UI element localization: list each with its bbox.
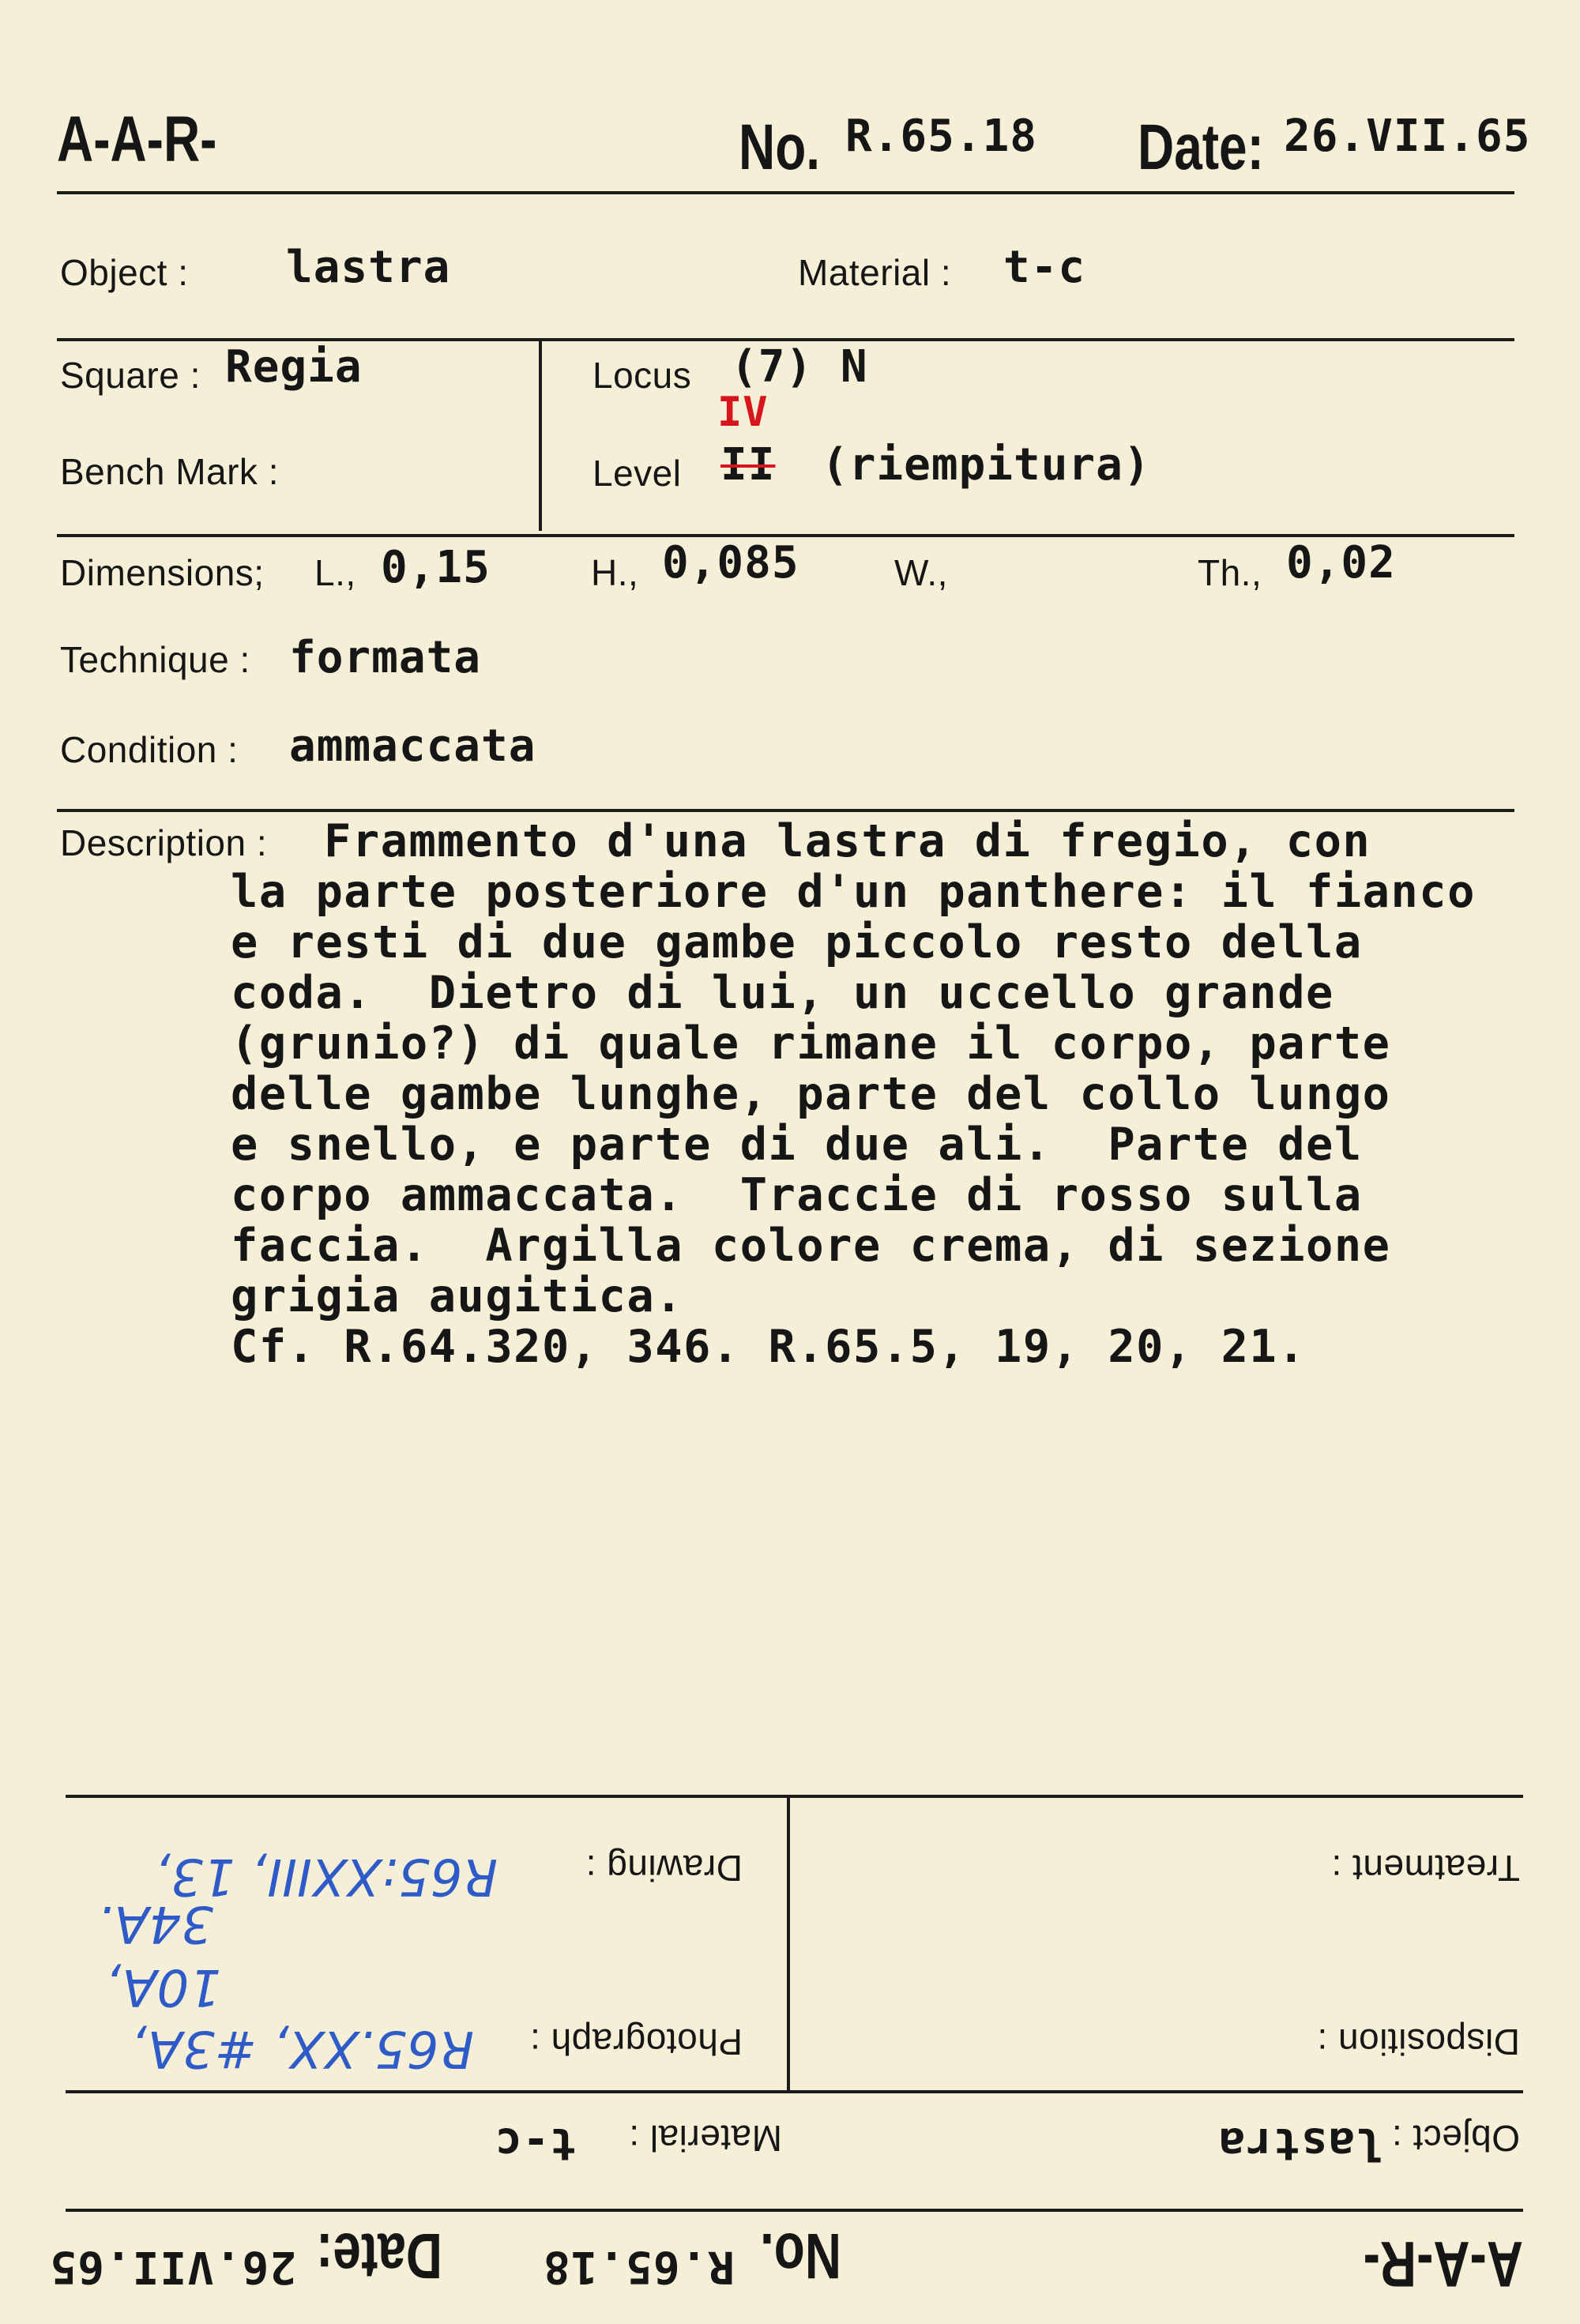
- technique-value: formata: [289, 632, 482, 683]
- level-note: (riempitura): [822, 439, 1151, 491]
- description-line: delle gambe lunghe, parte del collo lungo: [231, 1068, 1391, 1120]
- treatment-label: Treatment :: [1331, 1848, 1520, 1889]
- lower-institution-code: A-A-R-: [1363, 2228, 1523, 2300]
- thickness-label: Th.,: [1198, 552, 1262, 593]
- description-line: e resti di due gambe piccolo resto della: [231, 916, 1363, 968]
- description-line: (grunio?) di quale rimane il corpo, parte: [231, 1017, 1391, 1070]
- divider: [539, 341, 542, 531]
- divider: [66, 2090, 1523, 2093]
- description-line: grigia augitica.: [231, 1270, 684, 1322]
- level-label: Level: [592, 453, 682, 494]
- condition-value: ammaccata: [289, 720, 536, 772]
- level-correction: IV: [717, 389, 769, 436]
- description-line: Cf. R.64.320, 346. R.65.5, 19, 20, 21.: [231, 1321, 1307, 1373]
- lower-material-label: Material :: [628, 2118, 782, 2159]
- lower-number-label: No.: [759, 2220, 841, 2292]
- description-line: e snello, e parte di due ali. Parte del: [231, 1119, 1363, 1171]
- object-label: Object :: [60, 252, 189, 293]
- material-value: t-c: [1003, 242, 1086, 293]
- lower-date-label: Date:: [316, 2220, 442, 2292]
- locus-label: Locus: [592, 355, 692, 396]
- material-label: Material :: [798, 252, 952, 293]
- object-value: lastra: [286, 242, 451, 293]
- description-line: faccia. Argilla colore crema, di sezione: [231, 1220, 1391, 1272]
- divider: [66, 2209, 1523, 2212]
- description-line: corpo ammaccata. Traccie di rosso sulla: [231, 1169, 1363, 1221]
- height-value: 0,085: [662, 537, 799, 589]
- date-label: Date:: [1138, 111, 1264, 183]
- length-label: L.,: [314, 552, 356, 593]
- lower-object-value: lastra: [1217, 2118, 1382, 2169]
- photograph-note: 34A.: [97, 1894, 213, 1953]
- thickness-value: 0,02: [1286, 537, 1396, 589]
- lower-object-label: Object :: [1391, 2118, 1520, 2159]
- description-line: la parte posteriore d'un panthere: il fianco: [231, 866, 1476, 918]
- divider: [57, 809, 1514, 812]
- square-value: Regia: [225, 341, 363, 393]
- number-label: No.: [739, 111, 821, 183]
- drawing-note: R65:XXIII, 13,: [154, 1847, 498, 1905]
- lower-date-value: 26.VII.65: [49, 2241, 296, 2292]
- dimensions-label: Dimensions;: [60, 552, 265, 593]
- date-value: 26.VII.65: [1284, 111, 1531, 162]
- bench-mark-label: Bench Mark :: [60, 451, 279, 492]
- divider: [57, 191, 1514, 194]
- description-line: Frammento d'una lastra di fregio, con: [324, 815, 1371, 867]
- photograph-note: R65.XX, #3A,: [130, 2019, 474, 2078]
- number-value: R.65.18: [845, 111, 1038, 162]
- width-label: W.,: [894, 552, 948, 593]
- condition-label: Condition :: [60, 729, 239, 770]
- description-line: coda. Dietro di lui, un uccello grande: [231, 967, 1334, 1019]
- technique-label: Technique :: [60, 639, 250, 680]
- inverted-card-section: [0, 1659, 1580, 2324]
- lower-number-value: R.65.18: [542, 2241, 735, 2292]
- length-value: 0,15: [381, 542, 491, 593]
- divider: [787, 1798, 790, 2090]
- photograph-note: 10A,: [105, 1957, 221, 2016]
- photograph-label: Photograph :: [529, 2021, 743, 2063]
- divider: [66, 1795, 1523, 1798]
- institution-code: A-A-R-: [57, 103, 217, 175]
- square-label: Square :: [60, 355, 201, 396]
- disposition-label: Disposition :: [1316, 2021, 1520, 2063]
- level-struck-value: II: [720, 439, 776, 491]
- height-label: H.,: [591, 552, 639, 593]
- drawing-label: Drawing :: [585, 1848, 743, 1889]
- lower-material-value: t-c: [494, 2118, 577, 2169]
- description-label: Description :: [60, 822, 268, 863]
- locus-value: (7) N: [731, 341, 868, 393]
